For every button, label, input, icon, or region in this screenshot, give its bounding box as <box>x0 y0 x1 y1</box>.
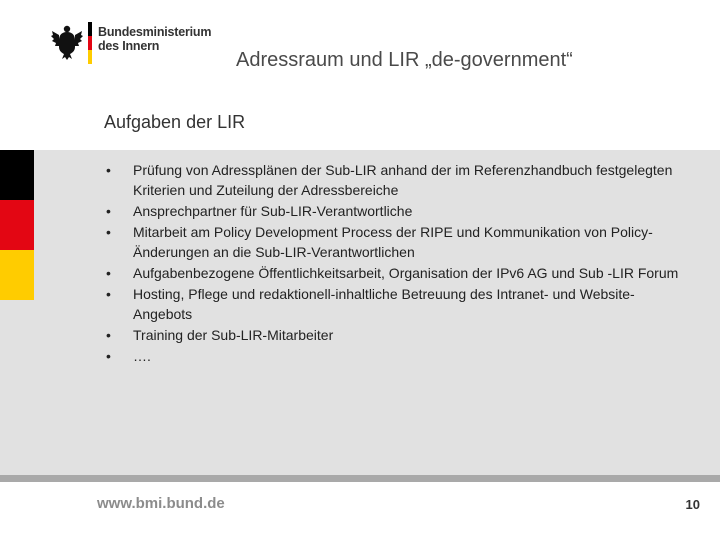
list-item-text: Aufgabenbezogene Öffentlichkeitsarbeit, Organisation der IPv6 AG und Sub -LIR Forum <box>133 265 679 281</box>
ministry-name-line2: des Innern <box>98 39 160 53</box>
footer-url: www.bmi.bund.de <box>97 495 225 512</box>
ministry-logo <box>50 22 210 67</box>
ministry-name <box>98 25 211 53</box>
list-item-text: Prüfung von Adressplänen der Sub-LIR anhand der im Referenzhandbuch festgelegten Kriterien und Zuteilung der Adressbereiche <box>133 162 673 198</box>
list-item <box>104 222 684 262</box>
list-item-text: …. <box>133 348 151 364</box>
list-item <box>104 325 684 345</box>
bullet-marker: • <box>106 162 111 178</box>
bullet-marker: • <box>106 265 111 281</box>
task-list <box>104 160 684 367</box>
ministry-name-line1: Bundesministerium <box>98 25 212 39</box>
list-item <box>104 284 684 324</box>
stripe-black <box>0 150 34 200</box>
page-number: 10 <box>685 497 700 512</box>
bullet-marker: • <box>106 224 111 240</box>
section-heading: Aufgaben der LIR <box>104 112 246 132</box>
flag-stripe <box>88 22 92 64</box>
stripe-gold <box>0 250 34 300</box>
list-item <box>104 201 684 221</box>
footer-divider <box>0 475 720 482</box>
bullet-marker: • <box>106 286 111 302</box>
stripe-red <box>0 200 34 250</box>
list-item-text: Ansprechpartner für Sub-LIR-Verantwortliche <box>133 203 413 219</box>
bullet-marker: • <box>106 348 111 364</box>
list-item-text: Hosting, Pflege und redaktionell-inhaltliche Betreuung des Intranet- und Website-Angebots <box>133 286 635 322</box>
list-item <box>104 160 684 200</box>
slide-title: Adressraum und LIR „de-government“ <box>236 49 573 71</box>
bullet-marker: • <box>106 203 111 219</box>
federal-eagle-icon <box>50 22 84 62</box>
list-item <box>104 346 684 366</box>
bullet-marker: • <box>106 327 111 343</box>
list-item <box>104 263 684 283</box>
list-item-text: Training der Sub-LIR-Mitarbeiter <box>133 327 334 343</box>
list-item-text: Mitarbeit am Policy Development Process der RIPE und Kommunikation von Policy-Änderungen an die Sub-LIR-Verantwortlichen <box>133 224 653 260</box>
